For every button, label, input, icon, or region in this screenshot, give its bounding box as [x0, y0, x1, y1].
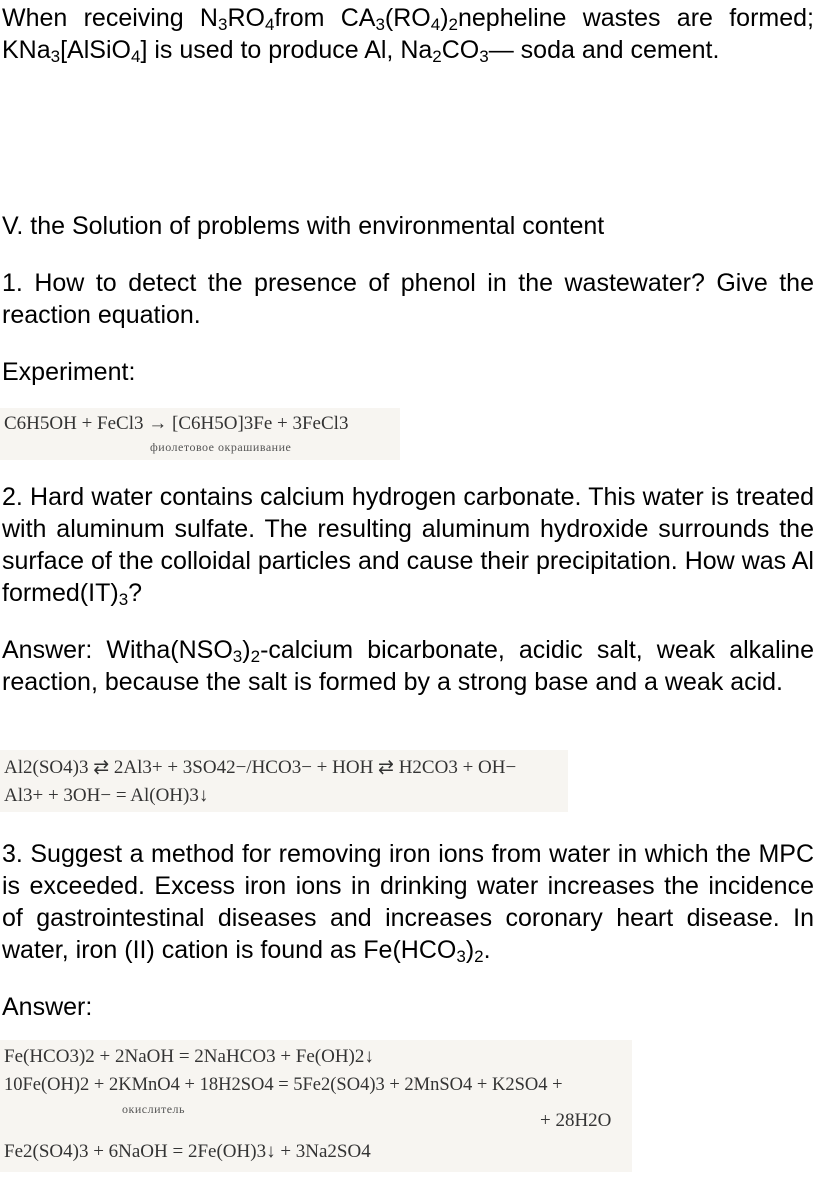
- equation-note-violet-color: фиолетовое окрашивание: [150, 440, 292, 454]
- equation-aluminum-sulfate-hydrolysis: Al2(SO4)3 ⇄ 2Al3+ + 3SO42−/HCO3− + HOH ⇄ H2CO3 + OH−: [4, 757, 517, 778]
- equation-iron-permanganate-continued: + 28H2O: [540, 1110, 612, 1131]
- equation-aluminum-hydroxide: Al3+ + 3OH− = Al(OH)3↓: [4, 785, 209, 806]
- equation-iron-bicarbonate-naoh: Fe(HCO3)2 + 2NaOH = 2NaHCO3 + Fe(OH)2↓: [4, 1046, 374, 1067]
- question-3: 3. Suggest a method for removing iron ions from water in which the MPC is exceeded. Excess iron ions in drinking water increases the incidence of gastrointestinal diseases and increases coronary heart disease. In water, iron (II) cation is found as $Fe(HCO_3)_2$.: [2, 840, 814, 966]
- question-1: 1. How to detect the presence of phenol in the wastewater? Give the reaction equation.: [2, 269, 814, 329]
- question-2: 2. Hard water contains calcium hydrogen carbonate. This water is treated with aluminum sulfate. The resulting aluminum hydroxide surrounds the surface of the colloidal particles and cause their precipitation. How was Al $formed(IT)_3$?: [2, 483, 814, 609]
- section-heading: V. the Solution of problems with environmental content: [2, 212, 605, 240]
- experiment-label: Experiment:: [2, 358, 136, 386]
- equation-iron-sulfate-naoh: Fe2(SO4)3 + 6NaOH = 2Fe(OH)3↓ + 3Na2SO4: [4, 1141, 371, 1162]
- answer-label: Answer:: [2, 993, 93, 1021]
- answer-2: Answer: $Witha(NSO_3)_2$-calcium bicarbonate, acidic salt, weak alkaline reaction, because the salt is formed by a strong base and a weak acid.: [2, 636, 814, 696]
- equation-phenol-ferric-chloride: C6H5OH + FeCl3 → [C6H5O]3Fe + 3FeCl3: [4, 413, 349, 434]
- intro-paragraph: When receiving $N_3RO_4from$ $CA_3(RO_4)_2nepheline$ wastes are formed; KNa$_3$[AlSiO$_4$] is used to produce Al, $Na_2CO_3—$ soda and cement.: [2, 4, 814, 66]
- equation-iron-permanganate: 10Fe(OH)2 + 2KMnO4 + 18H2SO4 = 5Fe2(SO4)3 + 2MnSO4 + K2SO4 +: [4, 1075, 563, 1095]
- equation-note-oxidizer: окислитель: [122, 1102, 186, 1116]
